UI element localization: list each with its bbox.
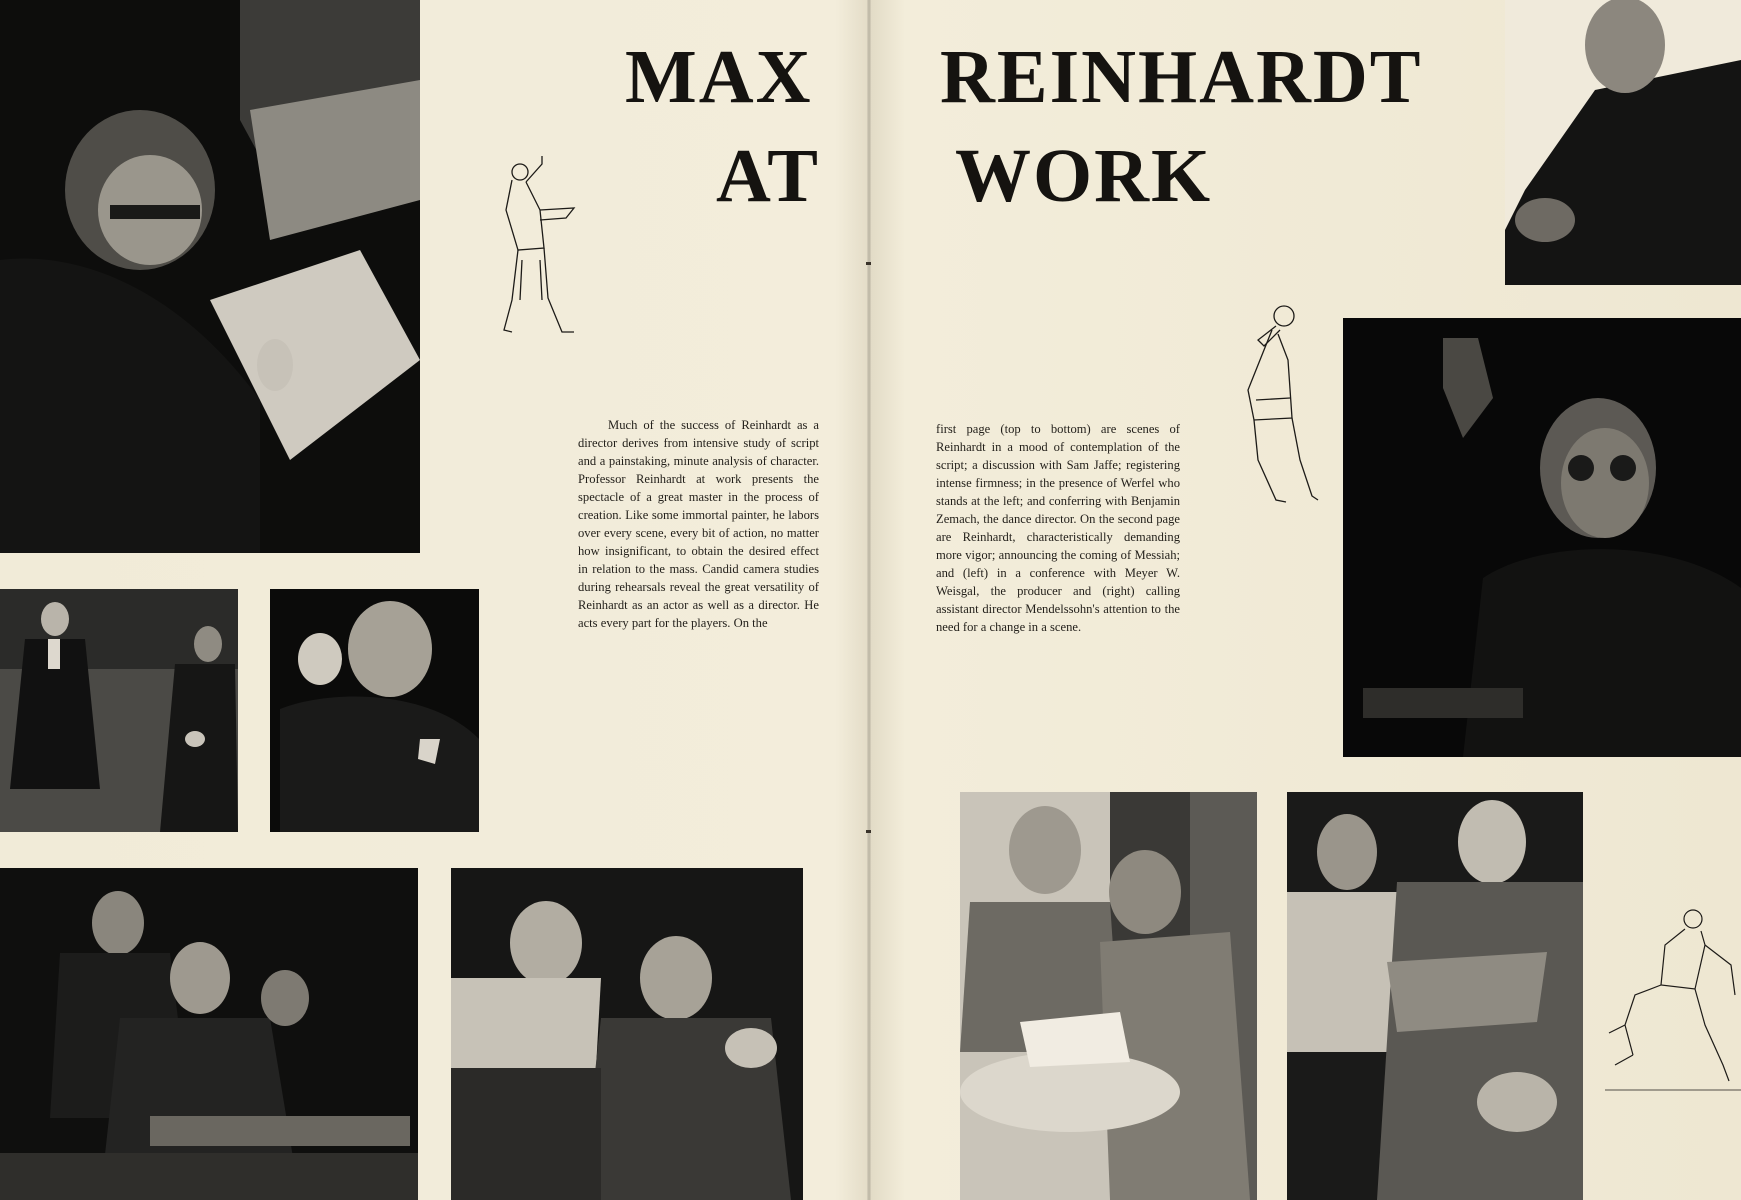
- photo-werfel-at-left: [0, 868, 418, 1200]
- headline-at: AT: [716, 134, 820, 218]
- photo-intense-firmness: [270, 589, 479, 832]
- headline-reinhardt: REINHARDT: [940, 35, 1423, 119]
- photo-discussion-with-sam-jaffe: [0, 589, 238, 832]
- headline-max: MAX: [625, 35, 813, 119]
- staple: [866, 830, 871, 833]
- sketch-figure-gesturing: [482, 150, 582, 350]
- photo-reinhardt-reading-script: [0, 0, 420, 553]
- photo-calling-mendelssohn: [1287, 792, 1583, 1200]
- sketch-figure-hand-to-face: [1228, 300, 1320, 510]
- photo-announcing-messiah: [1343, 318, 1741, 757]
- headline-work: WORK: [955, 134, 1213, 218]
- page-gutter: [867, 0, 871, 1200]
- photo-conference-weisgal: [960, 792, 1257, 1200]
- staple: [866, 262, 871, 265]
- sketch-figure-seated: [1605, 905, 1741, 1100]
- body-text-left-column: Much of the success of Reinhardt as a director derives from intensive study of script and a painstaking, minute analysis of character. Professor Reinhardt at work presents the spectacle of a great master in the process of creation. Like some immortal painter, he labors over every scene, every bit of action, no matter how insignificant, to obtain the desired effect in relation to the mass. Candid camera studies during rehearsals reveal the great versatility of Reinhardt as an actor as well as a director. He acts every part for the players. On the: [578, 418, 819, 630]
- body-text-right-column: first page (top to bottom) are scenes of Reinhardt in a mood of contemplation of the script; a discussion with Sam Jaffe; registering intense firmness; in the presence of Werfel who stands at the left; and conferring with Benjamin Zemach, the dance director. On the second page are Reinhardt, characteristically demanding more vigor; announcing the coming of Messiah; and (left) in a conference with Meyer W. Weisgal, the producer and (right) calling assistant director Mendelssohn's attention to the need for a change in a scene.: [936, 422, 1180, 634]
- photo-conferring-with-zemach: [451, 868, 803, 1200]
- photo-demanding-more-vigor: [1505, 0, 1741, 285]
